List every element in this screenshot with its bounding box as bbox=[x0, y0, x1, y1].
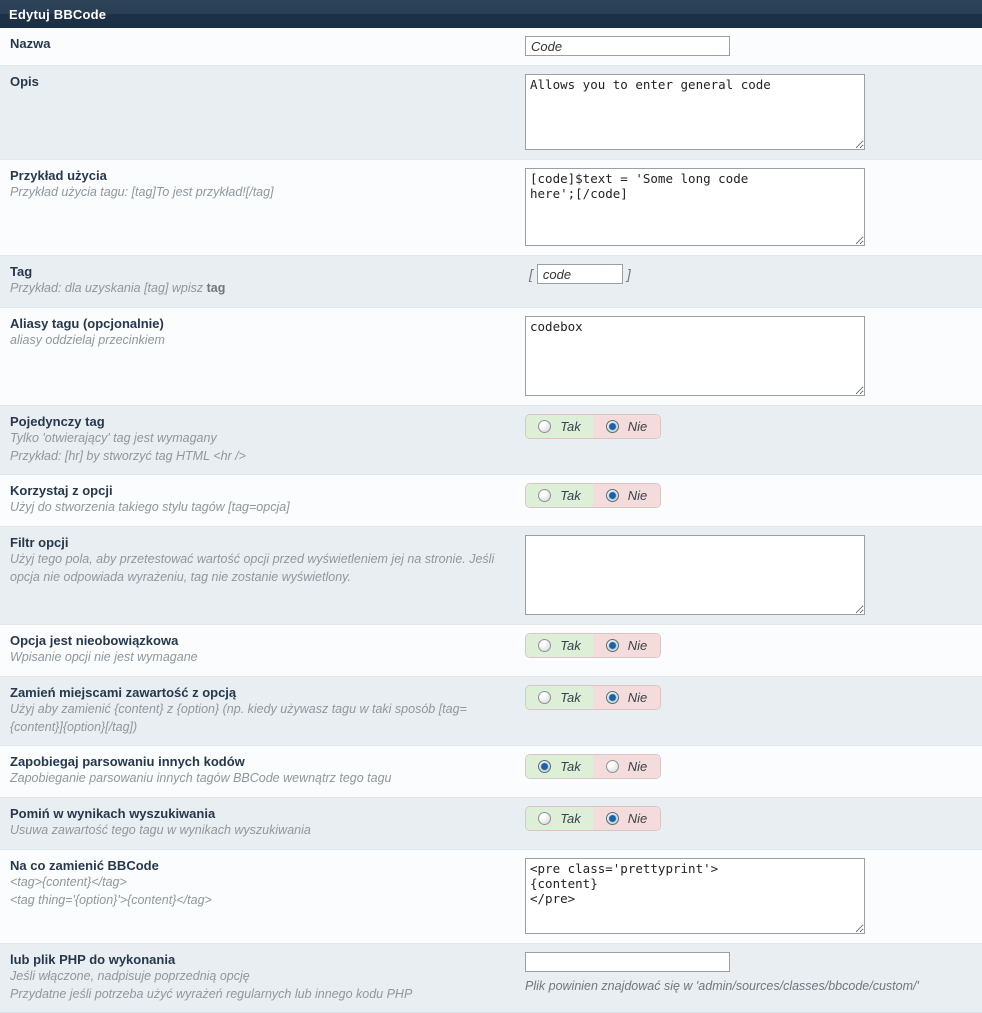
plik-php-description: Jeśli włączone, nadpisuje poprzednią opcję bbox=[10, 968, 250, 983]
pomin-w-wynikach-label: Pomiń w wynikach wyszukiwania bbox=[10, 806, 216, 821]
pojedynczy-tag-description: Tylko 'otwierający' tag jest wymagany bbox=[10, 430, 217, 445]
zamiana-html-label: Na co zamienić BBCode bbox=[10, 857, 159, 873]
close-bracket: ] bbox=[626, 266, 631, 282]
korzystaj-z-opcji-option-nie[interactable] bbox=[593, 484, 660, 507]
korzystaj-z-opcji-description: Użyj do stworzenia takiego stylu tagów [tag=opcja] bbox=[10, 500, 290, 515]
nie-radio-button[interactable] bbox=[606, 639, 619, 652]
aliasy-tagu-description: aliasy oddzielaj przecinkiem bbox=[10, 332, 165, 347]
korzystaj-z-opcji-option-tak[interactable] bbox=[526, 484, 593, 507]
opcja-nieobowiazkowa-description: Wpisanie opcji nie jest wymagane bbox=[10, 650, 198, 664]
tak-radio-button[interactable] bbox=[538, 760, 551, 773]
zamien-miejscami-label-cell bbox=[0, 677, 515, 746]
nazwa-input[interactable] bbox=[525, 36, 730, 56]
pojedynczy-tag-field-cell bbox=[515, 406, 982, 475]
plik-php-field-cell bbox=[515, 944, 982, 1013]
przyklad-uzycia-description: Przykład użycia tagu: [tag]To jest przykład![/tag] bbox=[10, 185, 274, 199]
form-row-zamien-miejscami bbox=[0, 676, 982, 746]
nazwa-label-cell bbox=[0, 28, 515, 65]
opcja-nieobowiazkowa-field-cell bbox=[515, 625, 982, 676]
opcja-nieobowiazkowa-option-nie[interactable] bbox=[593, 634, 660, 657]
plik-php-label: lub plik PHP do wykonania bbox=[10, 951, 176, 967]
nie-radio-button[interactable] bbox=[606, 420, 619, 433]
zamiana-html-field-cell bbox=[515, 850, 982, 943]
filtr-opcji-field-cell bbox=[515, 527, 982, 624]
radio-label: Tak bbox=[560, 418, 581, 434]
form-row-opcja-nieobowiazkowa bbox=[0, 624, 982, 676]
form-row-zamiana-html bbox=[0, 849, 982, 943]
form-row-pomin-w-wynikach bbox=[0, 797, 982, 849]
opcja-nieobowiazkowa-radio-group bbox=[525, 633, 661, 658]
form-row-filtr-opcji bbox=[0, 526, 982, 624]
radio-label: Nie bbox=[627, 689, 648, 705]
pomin-w-wynikach-label-cell bbox=[0, 798, 515, 849]
form-row-aliasy-tagu bbox=[0, 307, 982, 405]
filtr-opcji-description: Użyj tego pola, aby przetestować wartość opcji przed wyświetleniem jej na stronie. Jeśli opcja nie odpowiada wyrażeniu, tag nie zostanie wyświetlony. bbox=[10, 552, 495, 584]
korzystaj-z-opcji-radio-group bbox=[525, 483, 661, 508]
tag-field-cell bbox=[515, 256, 982, 307]
plik-php-description: Przydatne jeśli potrzeba użyć wyrażeń regularnych lub innego kodu PHP bbox=[10, 986, 413, 1001]
section-header bbox=[0, 0, 982, 28]
filtr-opcji-textarea[interactable] bbox=[525, 535, 865, 615]
opcja-nieobowiazkowa-label: Opcja jest nieobowiązkowa bbox=[10, 633, 179, 648]
opcja-nieobowiazkowa-option-tak[interactable] bbox=[526, 634, 593, 657]
aliasy-tagu-label-cell bbox=[0, 308, 515, 405]
page-title: Edytuj BBCode bbox=[9, 6, 107, 22]
nazwa-label: Nazwa bbox=[10, 36, 51, 51]
zapobiegaj-parsowaniu-radio-group bbox=[525, 754, 661, 779]
przyklad-uzycia-label-cell bbox=[0, 160, 515, 255]
zamien-miejscami-option-tak[interactable] bbox=[526, 686, 593, 709]
zamien-miejscami-option-nie[interactable] bbox=[593, 686, 660, 709]
pomin-w-wynikach-field-cell bbox=[515, 798, 982, 849]
opis-label: Opis bbox=[10, 74, 39, 89]
tag-label: Tag bbox=[10, 264, 33, 279]
opis-textarea[interactable] bbox=[525, 74, 865, 150]
tak-radio-button[interactable] bbox=[538, 691, 551, 704]
form-row-zapobiegaj-parsowaniu bbox=[0, 745, 982, 797]
bbcode-edit-form bbox=[0, 28, 982, 1013]
radio-label: Nie bbox=[627, 488, 648, 504]
tak-radio-button[interactable] bbox=[538, 812, 551, 825]
pojedynczy-tag-description: Przykład: [hr] by stworzyć tag HTML <hr /> bbox=[10, 448, 246, 463]
form-row-plik-php bbox=[0, 943, 982, 1013]
tag-label-cell bbox=[0, 256, 515, 307]
opis-field-cell bbox=[515, 66, 982, 159]
korzystaj-z-opcji-label: Korzystaj z opcji bbox=[10, 483, 113, 499]
zapobiegaj-parsowaniu-option-tak[interactable] bbox=[526, 755, 593, 778]
pomin-w-wynikach-option-tak[interactable] bbox=[526, 807, 593, 830]
aliasy-tagu-label: Aliasy tagu (opcjonalnie) bbox=[10, 315, 164, 331]
form-row-opis bbox=[0, 65, 982, 159]
radio-label: Nie bbox=[627, 811, 648, 826]
aliasy-tagu-field-cell bbox=[515, 308, 982, 405]
pomin-w-wynikach-option-nie[interactable] bbox=[593, 807, 660, 830]
przyklad-uzycia-label: Przykład użycia bbox=[10, 168, 107, 183]
radio-label: Nie bbox=[627, 759, 648, 775]
zapobiegaj-parsowaniu-description: Zapobieganie parsowaniu innych tagów BBCode wewnątrz tego tagu bbox=[10, 771, 392, 786]
tag-input[interactable] bbox=[537, 264, 623, 284]
radio-label: Tak bbox=[560, 638, 581, 653]
tag-description: Przykład: dla uzyskania [tag] wpisz tag bbox=[10, 281, 226, 295]
nie-radio-button[interactable] bbox=[606, 489, 619, 502]
pojedynczy-tag-option-tak[interactable] bbox=[526, 415, 593, 438]
form-row-pojedynczy-tag bbox=[0, 405, 982, 475]
pojedynczy-tag-option-nie[interactable] bbox=[593, 415, 660, 438]
plik-php-label-cell bbox=[0, 944, 515, 1013]
radio-label: Nie bbox=[627, 418, 648, 434]
zamien-miejscami-label: Zamień miejscami zawartość z opcją bbox=[10, 684, 237, 700]
pomin-w-wynikach-radio-group bbox=[525, 806, 661, 831]
zapobiegaj-parsowaniu-label-cell bbox=[0, 746, 515, 797]
form-row-nazwa bbox=[0, 28, 982, 65]
korzystaj-z-opcji-label-cell bbox=[0, 475, 515, 526]
zamien-miejscami-radio-group bbox=[525, 685, 661, 710]
tag-field-line bbox=[525, 264, 970, 284]
pomin-w-wynikach-description: Usuwa zawartość tego tagu w wynikach wyszukiwania bbox=[10, 823, 311, 837]
zamiana-html-description: <tag>{content}</tag> bbox=[10, 874, 127, 889]
aliasy-tagu-textarea[interactable] bbox=[525, 316, 865, 396]
radio-label: Tak bbox=[560, 811, 581, 826]
radio-label: Nie bbox=[627, 638, 648, 653]
zapobiegaj-parsowaniu-field-cell bbox=[515, 746, 982, 797]
pojedynczy-tag-label: Pojedynczy tag bbox=[10, 413, 105, 429]
plik-php-input[interactable] bbox=[525, 952, 730, 972]
tak-radio-button[interactable] bbox=[538, 420, 551, 433]
zamiana-html-description: <tag thing='{option}'>{content}</tag> bbox=[10, 892, 212, 907]
zapobiegaj-parsowaniu-option-nie[interactable] bbox=[593, 755, 660, 778]
zamiana-html-label-cell bbox=[0, 850, 515, 943]
przyklad-uzycia-textarea[interactable] bbox=[525, 168, 865, 246]
filtr-opcji-label: Filtr opcji bbox=[10, 535, 69, 550]
korzystaj-z-opcji-field-cell bbox=[515, 475, 982, 526]
nie-radio-button[interactable] bbox=[606, 691, 619, 704]
nie-radio-button[interactable] bbox=[606, 760, 619, 773]
nie-radio-button[interactable] bbox=[606, 812, 619, 825]
zamiana-html-textarea[interactable] bbox=[525, 858, 865, 934]
tak-radio-button[interactable] bbox=[538, 639, 551, 652]
opcja-nieobowiazkowa-label-cell bbox=[0, 625, 515, 676]
form-row-przyklad-uzycia bbox=[0, 159, 982, 255]
zapobiegaj-parsowaniu-label: Zapobiegaj parsowaniu innych kodów bbox=[10, 754, 245, 770]
form-row-tag bbox=[0, 255, 982, 307]
przyklad-uzycia-field-cell bbox=[515, 160, 982, 255]
open-bracket: [ bbox=[529, 266, 533, 282]
opis-label-cell bbox=[0, 66, 515, 159]
tak-radio-button[interactable] bbox=[538, 489, 551, 502]
radio-label: Tak bbox=[560, 488, 581, 504]
filtr-opcji-label-cell bbox=[0, 527, 515, 624]
zamien-miejscami-description: Użyj aby zamienić {content} z {option} (np. kiedy używasz tagu w taki sposób [tag={content}]{option}[/tag]) bbox=[10, 701, 467, 734]
pojedynczy-tag-radio-group bbox=[525, 414, 661, 439]
pojedynczy-tag-label-cell bbox=[0, 406, 515, 475]
zamien-miejscami-field-cell bbox=[515, 677, 982, 746]
radio-label: Tak bbox=[560, 689, 581, 705]
nazwa-field-cell bbox=[515, 28, 982, 65]
radio-label: Tak bbox=[560, 759, 581, 775]
form-row-korzystaj-z-opcji bbox=[0, 474, 982, 526]
plik-php-note: Plik powinien znajdować się w 'admin/sources/classes/bbcode/custom/' bbox=[525, 978, 919, 993]
